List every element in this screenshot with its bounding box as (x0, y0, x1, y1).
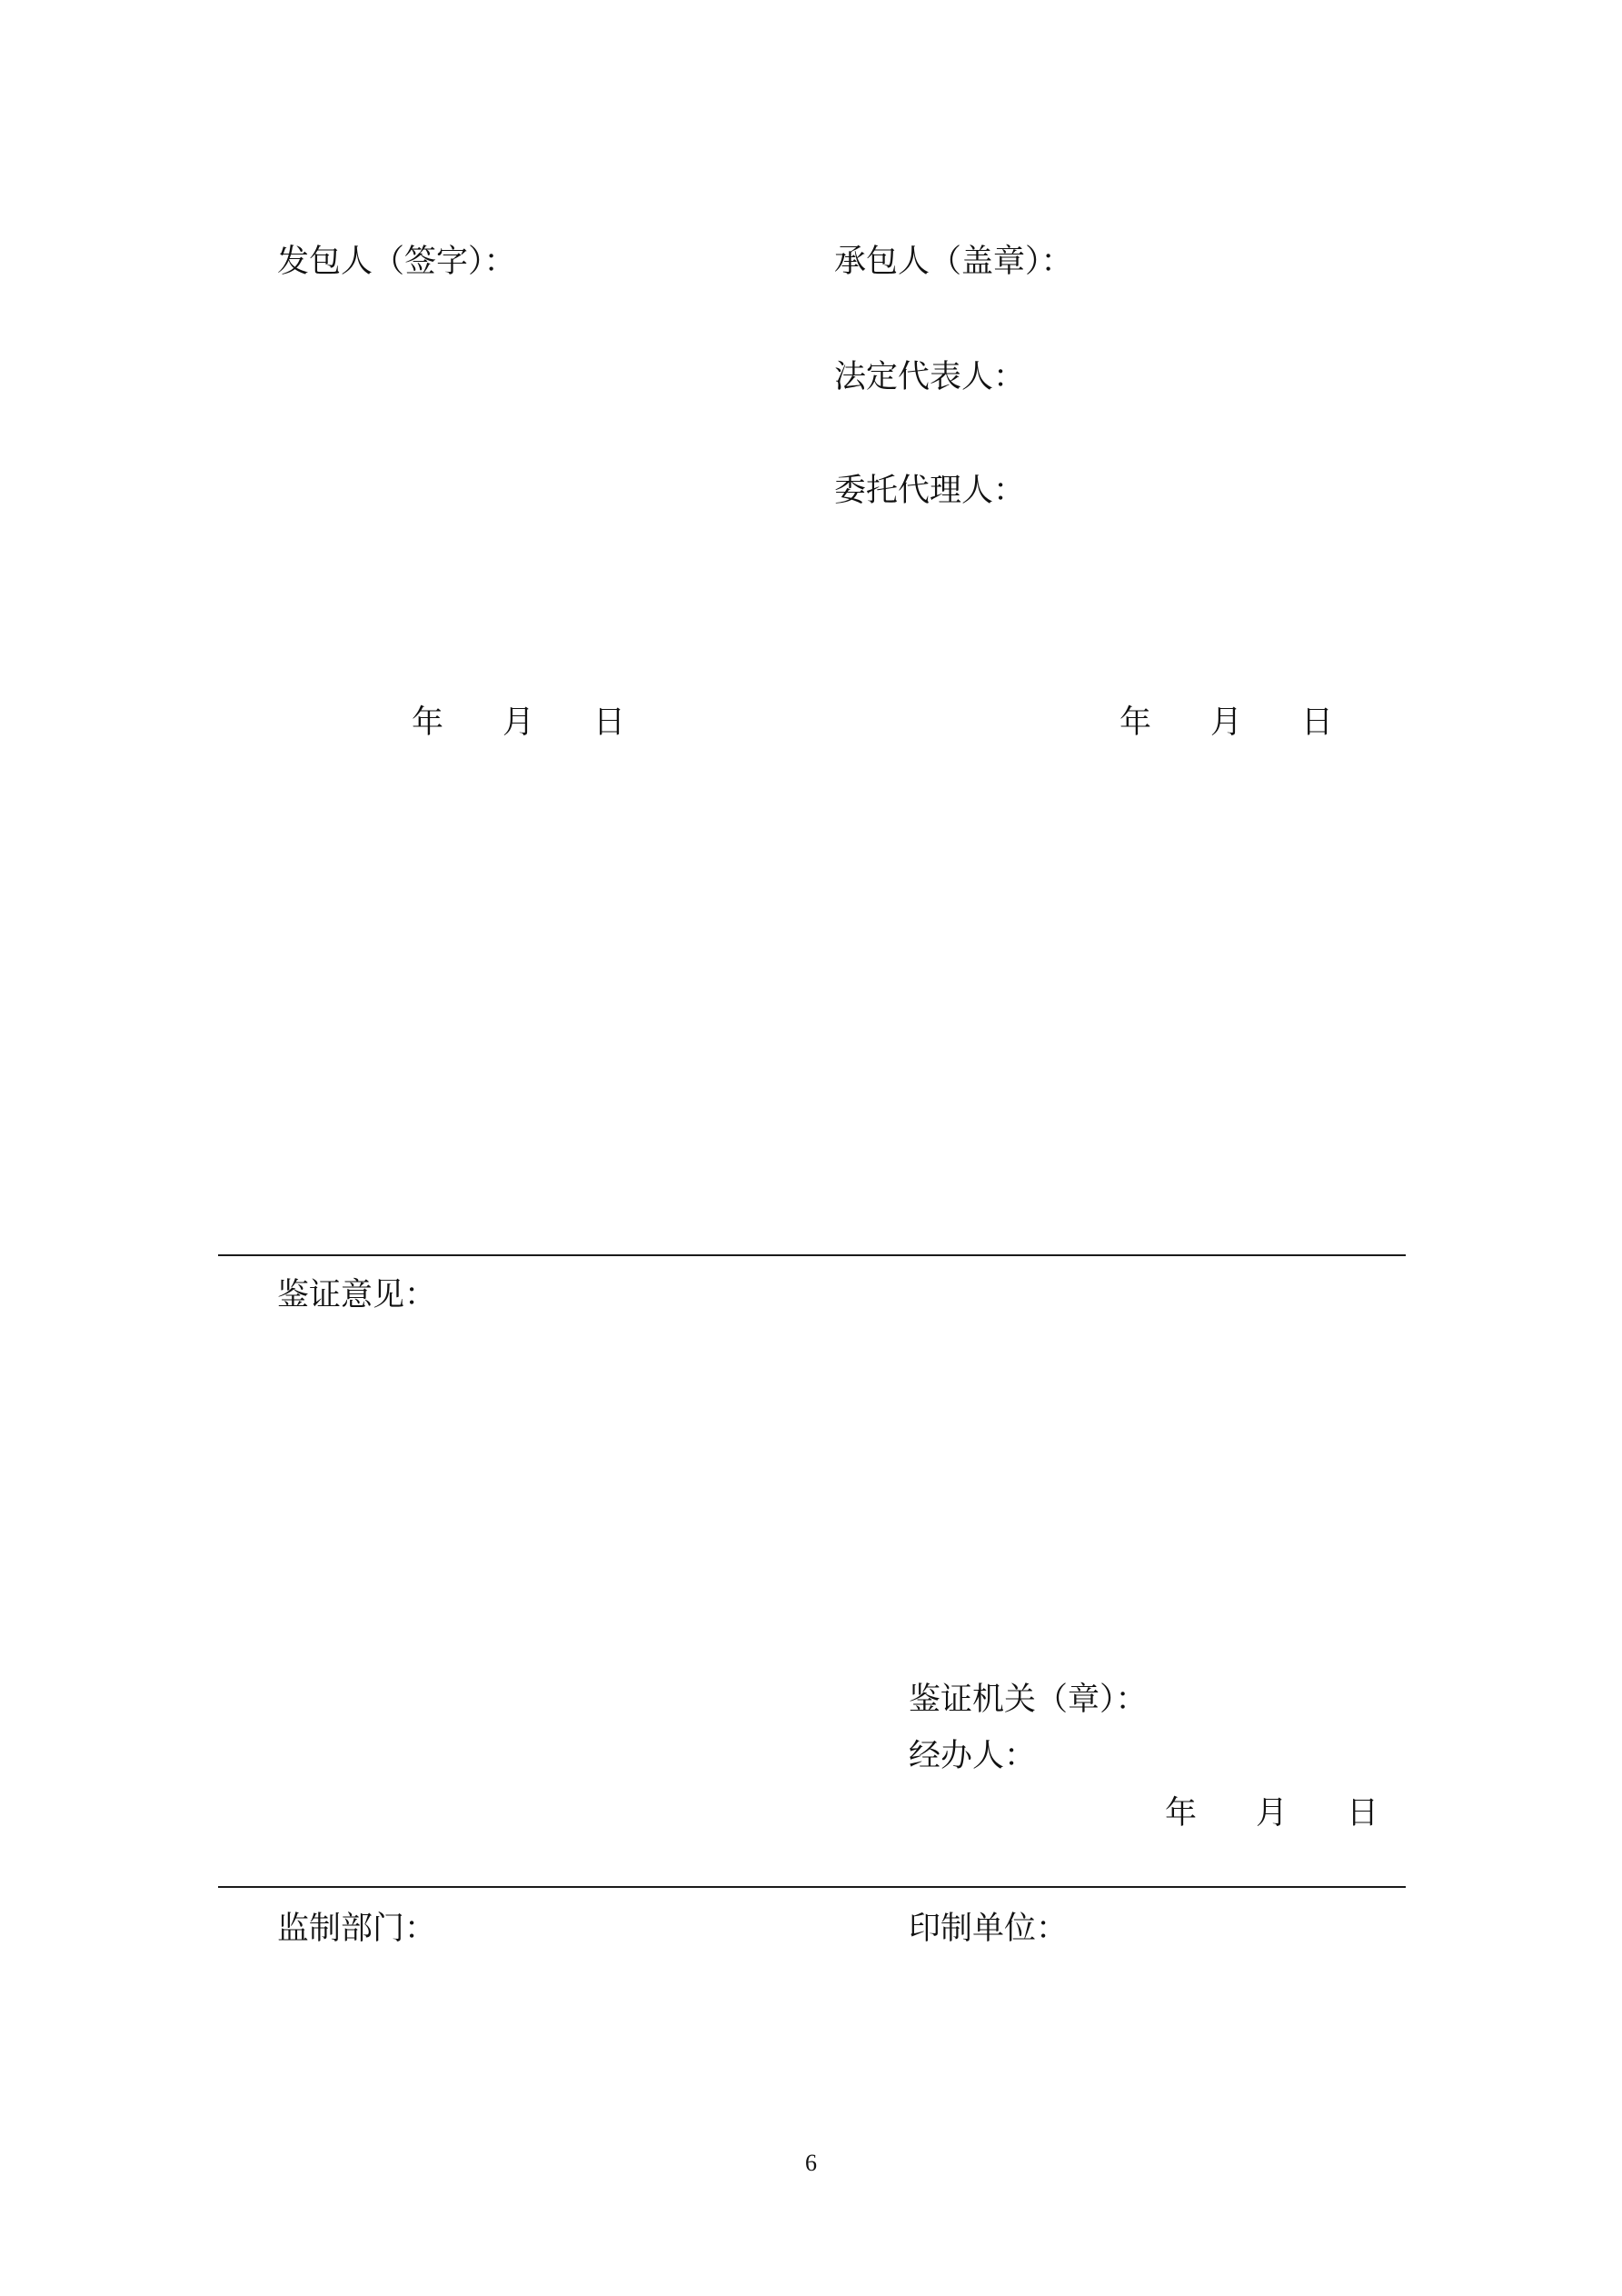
attestation-authority-seal-label: 鉴证机关（章）： (909, 1682, 1148, 1718)
employer-date-month: 月 (503, 704, 535, 741)
attestation-opinion-label: 鉴证意见： (277, 1277, 437, 1313)
attestation-date-year: 年 (1165, 1795, 1198, 1832)
contractor-seal-label: 承包人（盖章）： (834, 244, 1073, 280)
contractor-date-month: 月 (1210, 704, 1243, 741)
employer-date-year: 年 (412, 704, 444, 741)
attestation-date-day: 日 (1347, 1795, 1379, 1832)
legal-representative-label: 法定代表人： (834, 359, 1026, 395)
section-divider-bottom (218, 1886, 1406, 1888)
employer-signature-label: 发包人（签字）： (277, 244, 516, 280)
contractor-date-day: 日 (1301, 704, 1334, 741)
section-divider-top (218, 1254, 1406, 1256)
handler-label: 经办人： (909, 1738, 1037, 1774)
employer-date-day: 日 (593, 704, 626, 741)
page-number: 6 (805, 2150, 817, 2176)
authorized-agent-label: 委托代理人： (834, 473, 1026, 509)
printing-unit-label: 印制单位： (909, 1911, 1069, 1947)
attestation-date-month: 月 (1256, 1795, 1289, 1832)
supervising-department-label: 监制部门： (277, 1911, 437, 1947)
contractor-date-year: 年 (1119, 704, 1152, 741)
